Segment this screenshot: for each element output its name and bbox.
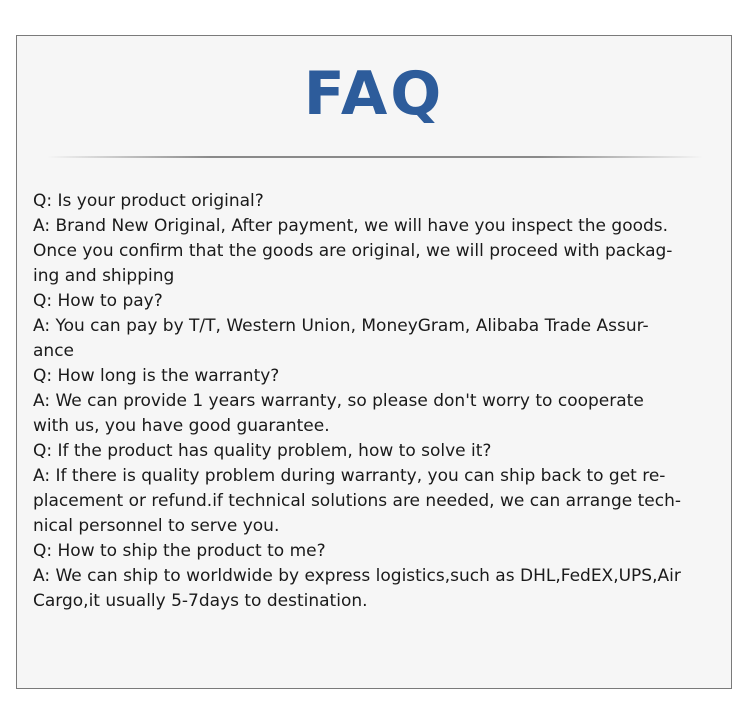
faq-answer: A: If there is quality problem during warranty, you can ship back to get re- <box>33 466 666 486</box>
faq-answer: Once you confirm that the goods are original, we will proceed with packag- <box>33 241 673 261</box>
title-divider <box>47 156 703 158</box>
faq-answer: A: We can provide 1 years warranty, so please don't worry to cooperate <box>33 391 644 411</box>
faq-answer: with us, you have good guarantee. <box>33 416 330 436</box>
faq-answer: A: You can pay by T/T, Western Union, MoneyGram, Alibaba Trade Assur- <box>33 316 649 336</box>
faq-answer: ing and shipping <box>33 266 175 286</box>
faq-answer: nical personnel to serve you. <box>33 516 280 536</box>
faq-question: Q: How to ship the product to me? <box>33 541 326 561</box>
faq-question: Q: How long is the warranty? <box>33 366 280 386</box>
faq-answer: Cargo,it usually 5-7days to destination. <box>33 591 368 611</box>
faq-title: FAQ <box>303 59 445 129</box>
faq-answer: ance <box>33 341 74 361</box>
faq-question: Q: Is your product original? <box>33 191 264 211</box>
faq-answer: placement or refund.if technical solutions are needed, we can arrange tech- <box>33 491 681 511</box>
faq-question: Q: If the product has quality problem, how to solve it? <box>33 441 492 461</box>
faq-answer: A: Brand New Original, After payment, we will have you inspect the goods. <box>33 216 669 236</box>
faq-answer: A: We can ship to worldwide by express logistics,such as DHL,FedEX,UPS,Air <box>33 566 681 586</box>
faq-panel <box>16 35 732 689</box>
faq-question: Q: How to pay? <box>33 291 163 311</box>
faq-body <box>33 189 723 614</box>
